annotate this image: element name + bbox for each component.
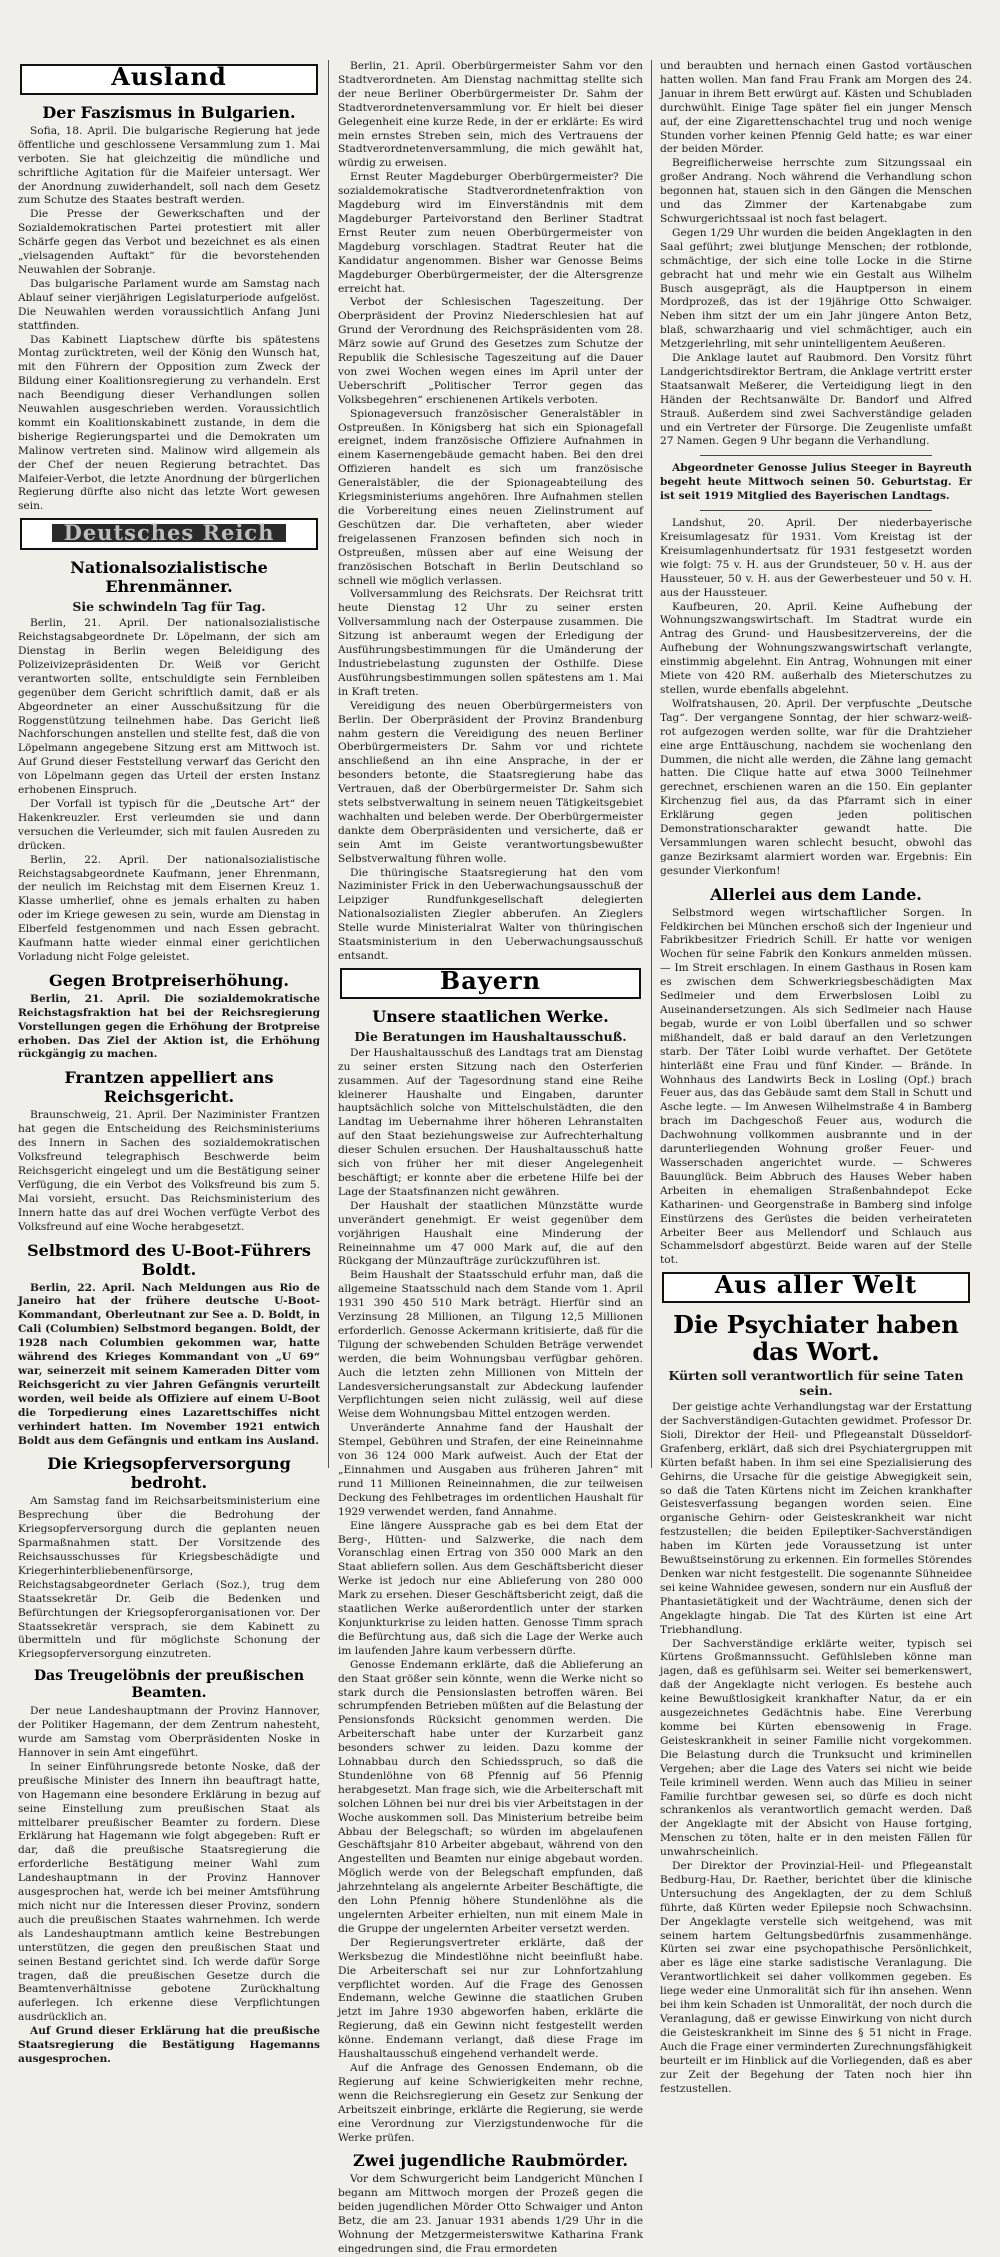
article-paragraph: Kaufbeuren, 20. April. Keine Aufhebung der Wohnungszwangswirtschaft. Im Stadtrat wurde ein Antrag des Grund- und Hausbesitzervereins, der die Aufhebung der Wohnungszwangswirtschaft verlangte, einstimmig abgelehnt. Ein Antrag, Wohnungen mit einer Miete von 420 RM. außerhalb des Mieterschutzes zu stellen, wurde ebenfalls abgelehnt.	[660, 600, 972, 696]
article-headline: Der Faszismus in Bulgarien.	[42, 102, 296, 122]
article-paragraph: Der Direktor der Provinzial-Heil- und Pflegeanstalt Bedburg-Hau, Dr. Raether, berichtet über die klinische Untersuchung des Angeklagten, der zu dem Schluß führte, daß Kürten weder Epilepsie noch Schwachsinn. Der Angeklagte verstelle sich weitgehend, was mit seinem hartem Geltungsbedürfnis zusammenhänge. Kürten sei zwar eine psychopathische Persönlichkeit, aber es läge eine starke sadistische Veranlagung. Die Verantwortlichkeit sei daher vollkommen gegeben. Es liege weder eine Unmoralität sich für ihn ansehen. Wenn bei ihm kein Schaden ist Unmoralität, der noch durch die Veranlagung, daß er gewisse Einwirkung von nicht durch die Geisteskrankheit im Sinne des § 51 nicht in Frage. Auch die Frage einer verminderten Zurechnungsfähigkeit beurteilt er im Hinblick auf die Vorliegenden, daß es aber zur Zeit der Begehung der Taten noch hier ihn festzustellen.	[660, 1860, 972, 2095]
article-paragraph: Vereidigung des neuen Oberbürgermeisters von Berlin. Der Oberpräsident der Provinz Brandenburg nahm gestern die Vereidigung des neuen Berliner Oberbürgermeisters Dr. Sahm vor und richtete anschließend an ihn eine Ansprache, in der er besonders betonte, die Staatsregierung habe das Vertrauen, daß der Oberbürgermeister Dr. Sahm sich stets selbstverwaltung in seinem neuen Tätigkeitsgebiet wachhalten und beleben werde. Der Oberbürgermeister dankte dem Oberpräsidenten und versicherte, daß er sein Amt im Geiste verantwortungsbewußter Selbstverwaltung führen wolle.	[338, 699, 643, 865]
section-header-deutsches-reich	[20, 518, 318, 550]
article-paragraph: Selbstmord wegen wirtschaftlicher Sorgen. In Feldkirchen bei München erschoß sich der Ingenieur und Fabrikbesitzer Friedrich Schill. Er hatte vor wenigen Wochen für seine Fabrik den Konkurs anmelden müssen. — Im Streit erschlagen. In einem Gasthaus in Rosen kam es zwischen dem Schwerkriegsbeschädigten Max Sedlmeier und dem Erwerbslosen Loibl zu Auseinandersetzungen. Als sich Sedlmeier nach Hause begab, wurde er von Loibl überfallen und so schwer mißhandelt, daß er bald darauf an den Verletzungen starb. Der Täter Loibl wurde verhaftet. Der Getötete hinterläßt eine Frau und fünf Kinder. — Brände. In Wohnhaus des Landwirts Beck in Losling (Opf.) brach Feuer aus, das das Gebäude samt dem Stall in Schutt und Asche legte. — Im Anwesen Wilhelmstraße 4 in Bamberg brach im Dachgeschoß Feuer aus, wodurch die Dachwohnung vollkommen ausbrannte und in der darunterliegenden Wohnung großer Feuer- und Wasserschaden angerichtet wurde. — Schweres Bauunglück. Beim Abbruch des Hauses Weber haben Arbeiten in ehemaligen Straßenbahndepot Ecke Katharinen- und Georgenstraße in Bamberg sind infolge Einstürzens des Gerüstes die beiden verheirateten Arbeiter Beer aus Mellendorf und Schlauch aus Schammelsdorf abgestürzt. Beide waren auf der Stelle tot.	[660, 906, 972, 1267]
article-paragraph: Berlin, 21. April. Die sozialdemokratische Reichstagsfraktion hat bei der Reichsregierung Vorstellungen gegen die Erhöhung der Brotpreise erhoben. Das Ziel der Aktion ist, die Erhöhung rückgängig zu machen.	[18, 992, 320, 1061]
article-paragraph: Der geistige achte Verhandlungstag war der Erstattung der Sachverständigen-Gutachten gewidmet. Professor Dr. Sioli, Direktor der Heil- und Pflegeanstalt Düsseldorf-Grafenberg, erklärt, daß sich drei Psychiatergruppen mit Kürten befaßt haben. In ihm sei eine Spezialisierung des Gehirns, die Ursache für die geistige Abwegigkeit sein, so daß die Taten Kürtens nicht im Zeichen krankhafter Geistesverfassung begangen worden seien. Eine organische Gehirn- oder Geisteskrankheit war nicht festzustellen; die beiden Epileptiker-Sachverständigen haben im Kürten jede Voraussetzung ist unter Bewußtseinstörung zu erkennen. Ein formelles Störendes Denken war nicht festgestellt. Die sogenannte Sühneidee sei keine Wahnidee gewesen, sondern nur ein Ausfluß der Phantasietätigkeit und der Wachträume, denen sich der Angeklagte hingab. Die Tat des Kürten ist eine Art Triebhandlung.	[660, 1401, 972, 1636]
article-paragraph: Vor dem Schwurgericht beim Landgericht München I begann am Mittwoch morgen der Prozeß gegen die beiden jugendlichen Mörder Otto Schwaiger und Anton Betz, die am 23. Januar 1931 abends 1/29 Uhr in die Wohnung der Metzgermeisterswitwe Katharina Frank eingedrungen sind, die Frau ermordeten	[338, 2173, 643, 2255]
section-header-bayern	[340, 965, 641, 999]
article-paragraph: Der neue Landeshauptmann der Provinz Hannover, der Politiker Hagemann, der dem Zentrum nahesteht, wurde am Samstag vom Oberpräsidenten Noske in Hannover in sein Amt eingeführt.	[18, 1705, 320, 1759]
section-title: Bayern	[439, 965, 542, 995]
separator-line	[700, 455, 932, 456]
article-headline: Zwei jugendliche Raubmörder.	[353, 2151, 628, 2171]
article-paragraph: Begreiflicherweise herrschte zum Sitzungssaal ein großer Andrang. Noch während die Verhandlung schon begonnen hat, stauen sich in den Gängen die Menschen und das Zimmer der Kartenabgabe zum Schwurgerichtssaal ist noch fast belagert.	[660, 157, 972, 225]
column-rule	[651, 60, 652, 1468]
article-headline: Die Kriegsopferversorgung bedroht.	[47, 1454, 291, 1493]
article-paragraph: Berlin, 21. April. Oberbürgermeister Sahm vor den Stadtverordneten. Am Dienstag nachmittag stellte sich der neue Berliner Oberbürgermeister Dr. Sahm der Stadtverordnetenversammlung vor. Er hielt bei dieser Gelegenheit eine kurze Rede, in der er erklärte: Es wird mein ernstes Streben sein, mich des Vertrauens der Stadtverordnetenversammlung, die mich gewählt hat, würdig zu erweisen.	[338, 60, 643, 170]
article-paragraph: Auf die Anfrage des Genossen Endemann, ob die Regierung auf keine Schwierigkeiten mehr rechne, wenn die Reichsregierung ein Gesetz zur Senkung der Arbeitszeit einbringe, erklärte die Regierung, sie werde eine Verordnung zur Vierzigstundenwoche für die Werke prüfen.	[338, 2061, 643, 2144]
article-paragraph: Wolfratshausen, 20. April. Der verpfuschte „Deutsche Tag“. Der vergangene Sonntag, der hier schwarz-weiß-rot aufgezogen werden sollte, war für die Drahtzieher eine arge Enttäuschung, nachdem sie wochenlang den Dummen, die nicht alle werden, die Zähne lang gemacht hatten. Die Clique hatte auf etwa 3000 Teilnehmer gerechnet, erschienen waren an die 150. Ein geplanter Kirchenzug fiel aus, da das Pfarramt sich in einer Erklärung gegen jeden politischen Demonstrationscharakter gewandt hatte. Die Versammlungen waren schlecht besucht, obwohl das ganze Bezirksamt alarmiert worden war. Ergebnis: Ein gesunder Vierkonfum!	[660, 697, 972, 877]
article-paragraph: Beim Haushalt der Staatsschuld erfuhr man, daß die allgemeine Staatsschuld nach dem Stande vom 1. April 1931 390 450 510 Mark beträgt. Hierfür sind an Verzinsung 28 Millionen, an Tilgung 12,5 Millionen erforderlich. Genosse Ackermann kritisierte, daß für die Tilgung der schwebenden Schulden Beträge verwendet werden, die beim Wohnungsbau verfügbar gehören. Auch die letzten zehn Millionen von Mitteln der Landesversicherungsanstalt zur Abdeckung laufender Verpflichtungen seien nicht zulässig, weil auf diese Weise dem Wohnungsbau Mittel entzogen werden.	[338, 1269, 643, 1421]
article-paragraph: und beraubten und hernach einen Gastod vortäuschen hatten wollen. Man fand Frau Frank am Morgen des 24. Januar in ihrem Bett erwürgt auf. Kästen und Schubladen durchwühlt. Einige Tage später fiel ein junger Mensch auf, der eine Zigarettenschachtel trug und noch wenige Stunden vorher keinen Pfennig Geld hatte; es war einer der beiden Mörder.	[660, 60, 972, 156]
article-subheadline: Kürten soll verantwortlich für seine Taten sein.	[668, 1368, 964, 1399]
section-header-aus-aller-welt	[662, 1272, 970, 1303]
article-paragraph: Berlin, 22. April. Der nationalsozialistische Reichstagsabgeordnete Kaufmann, jener Ehrenmann, der neulich im Reichstag mit dem Eisernen Kreuz 1. Klasse umherlief, ohne es jemals erhalten zu haben oder im Kriege gewesen zu sein, wurde am Dienstag in Elberfeld festgenommen und nach Essen gebracht. Kaufmann hatte wieder einmal einer gerichtlichen Vorladung nicht Folge geleistet.	[18, 853, 320, 963]
section-title: Ausland	[111, 62, 227, 91]
article-paragraph: Unveränderte Annahme fand der Haushalt der Stempel, Gebühren und Strafen, der eine Reineinnahme von 36 124 000 Mark aufweist. Auch der Etat der „Einnahmen und Ausgaben aus früheren Jahren“ mit rund 11 Millionen Reineinnahmen, die zur teilweisen Deckung des Fehlbetrages im ordentlichen Haushalt für 1929 verwendet werden, fand Annahme.	[338, 1422, 643, 1518]
article-headline: Selbstmord des U-Boot-Führers Boldt.	[27, 1240, 311, 1279]
article-paragraph: Genosse Endemann erklärte, daß die Ablieferung an den Staat größer sein könnte, wenn die Werke nicht so stark durch die Pensionslasten betroffen wären. Bei schrumpfenden Betrieben müßten auf die Belastung der Pensionsfonds Rücksicht genommen werden. Die Arbeiterschaft habe unter der Kurzarbeit ganz besonders schwer zu leiden. Dazu komme der Lohnabbau durch den Schiedsspruch, so daß die Stundenlöhne von 68 Pfennig auf 56 Pfennig herabgesetzt. Man frage sich, wie die Arbeiterschaft mit solchen Löhnen bei nur drei bis vier Arbeitstagen in der Woche auskommen soll. Das Ministerium betreibe beim Abbau der Belegschaft; so würden im abgelaufenen Geschäftsjahr 810 Arbeiter abgebaut, während von den Angestellten und Beamten nur einige abgebaut worden. Möglich werde von der Belegschaft empfunden, daß jahrzehntelang als angelernte Arbeiter Beschäftigte, die den Lohn Pfennig höhere Stundenlöhne als die ungelernten Arbeiter erhielten, nun mit einem Male in die Gruppe der ungelernten Arbeiter versetzt werden.	[338, 1658, 643, 1935]
column-right	[660, 60, 972, 2095]
article-paragraph: Das Kabinett Liaptschew dürfte bis spätestens Montag zurücktreten, weil der König den Wunsch hat, mit den Führern der Opposition zum Zweck der Bildung einer Koalitionsregierung zu verhandeln. Erst nach Beendigung dieser Verhandlungen sollen Neuwahlen ausgeschrieben werden. Voraussichtlich kommt ein Koalitionskabinett zustande, in dem die bisherige Regierungspartei und die Demokraten um Malinow vertreten sind. Malinow wird allgemein als der Chef der neuen Regierung betrachtet. Das Maifeier-Verbot, die letzte Anordnung der bürgerlichen Regierung dürfte also nicht das letzte Wort gewesen sein.	[18, 333, 320, 513]
article-paragraph: Der Vorfall ist typisch für die „Deutsche Art“ der Hakenkreuzler. Erst verleumden sie und dann versuchen die Verleumder, sich mit faulen Ausreden zu drücken.	[18, 797, 320, 852]
article-paragraph: Vollversammlung des Reichsrats. Der Reichsrat tritt heute Dienstag 12 Uhr zu seiner ersten Vollversammlung nach der Osterpause zusammen. Die Sitzung ist anberaumt wegen der Erledigung der Ausführungsbestimmungen für die Umänderung der Industriebelastung zugunsten der Osthilfe. Diese Ausführungsbestimmungen sollen spätestens am 1. Mai in Kraft treten.	[338, 588, 643, 698]
article-paragraph: Spionageversuch französischer Generalstäbler in Ostpreußen. In Königsberg hat sich ein Spionagefall ereignet, indem französische Offiziere Aufnahmen in einem Kasernengebäude gemacht haben. Bei den drei Offizieren handelt es sich um französische Generalstäbler, die der Spionageabteilung des Kriegsministeriums angehören. Ihre Aufnahmen stellen die Vorbereitung eines neuen Zielinstrument auf Geschützen dar. Die verhafteten, aber wieder freigelassenen Franzosen befinden sich noch in Ostpreußen, müssen aber auf eine Weisung der französischen Botschaft in Berlin Deutschland so schnell wie möglich verlassen.	[338, 407, 643, 587]
section-title: Aus aller Welt	[714, 1270, 918, 1300]
article-paragraph: Berlin, 22. April. Nach Meldungen aus Rio de Janeiro hat der frühere deutsche U-Boot-Kommandant, Oberleutnant zur See a. D. Boldt, in Cali (Columbien) Selbstmord begangen. Boldt, der 1928 nach Columbien gekommen war, hatte während des Krieges Kommandant von „U 69“ war, seinerzeit mit seinem Kameraden Ditter vom Reichsgericht zu vier Jahren Gefängnis verurteilt worden, weil beide als Offiziere auf einem U-Boot die Torpedierung eines Lazarettschiffes nicht verhindert hatten. Im November 1921 entwich Boldt aus dem Gefängnis und entkam ins Ausland.	[18, 1281, 320, 1447]
article-paragraph: Der Haushaltausschuß des Landtags trat am Dienstag zu seiner ersten Sitzung nach den Osterferien zusammen. Auf der Tagesordnung stand eine Reihe kleinerer Haushalte und Eingaben, darunter hauptsächlich solche von Mittelschulstädten, die den Landtag im Uebernahme ihrer höheren Lehranstalten auf den Staat beziehungsweise zur Aufrechterhaltung dieser Schulen ersuchen. Der Haushaltausschuß hatte sich von früher her mit dieser Angelegenheit beschäftigt; er konnte aber die erbetene Hilfe bei der Lage der Staatsfinanzen nicht gewähren.	[338, 1046, 643, 1198]
article-paragraph: Berlin, 21. April. Der nationalsozialistische Reichstagsabgeordnete Dr. Löpelmann, der sich am Dienstag in Berlin wegen Beleidigung des Polizeivizepräsidenten Dr. Weiß vor Gericht verantworten sollte, entschuldigte sein Fernbleiben gegenüber dem Gericht schriftlich damit, daß er als Abgeordneter an einer Ausschußsitzung für die Roggenstützung teilnehmen habe. Das Gericht ließ Nachforschungen anstellen und stellte fest, daß die von Löpelmann angegebene Sitzung erst am Mittwoch ist. Auf Grund dieser Feststellung verwarf das Gericht den von Löpelmann gegen das Urteil der ersten Instanz erhobenen Einspruch.	[18, 617, 320, 797]
article-paragraph: Der Sachverständige erklärte weiter, typisch sei Kürtens Großmannssucht. Gefühlsleben könne man jagen, daß es gefühlsarm sei. Weiter sei bemerkenswert, daß der Angeklagte nicht verlogen. Es bestehe auch keine Bewußtlosigkeit krankhafter Natur, da er ein ausgezeichnetes Gedächtnis habe. Eine Vererbung komme bei Kürten ebensowenig in Frage. Geisteskrankheit in seiner Familie nicht vorgekommen. Die Belastung durch die Trunksucht und kriminellen Vergehen; aber die Lage des Vaters sei nicht wie beide Teile kriminell werden. Wenn auch das Milieu in seiner Familie furchtbar gewesen sei, so dürfe es doch nicht schrankenlos als verantwortlich gemacht werden. Daß der Angeklagte mit der Absicht von Hause fortging, Menschen zu töten, halte er in den meisten Fällen für unwahrscheinlich.	[660, 1637, 972, 1859]
article-paragraph: Eine längere Aussprache gab es bei dem Etat der Berg-, Hütten- und Salzwerke, die nach dem Voranschlag einen Ertrag von 350 000 Mark an den Staat abliefern sollen. Aus dem Geschäftsbericht dieser Werke ist jedoch nur eine Ablieferung von 280 000 Mark zu ersehen. Dieser Geschäftsbericht zeigt, daß die staatlichen Werke außerordentlich unter der starken Konjunkturkrise zu leiden hatten. Genosse Timm sprach die Befürchtung aus, daß sich die Lage der Werke auch im laufenden Jahre kaum verbessern dürfte.	[338, 1519, 643, 1657]
article-paragraph: Der Haushalt der staatlichen Münzstätte wurde unverändert genehmigt. Er weist gegenüber dem vorjährigen Haushalt eine Minderung der Reineinnahme um 47 000 Mark auf, die auf den Rückgang der Münzaufträge zurückzuführen ist.	[338, 1199, 643, 1268]
article-paragraph: Gegen 1/29 Uhr wurden die beiden Angeklagten in den Saal geführt; zwei blutjunge Menschen; der rotblonde, schmächtige, der sich eine tolle Locke in die Stirne gebracht hat und mehr wie ein Gestalt aus Wilhelm Busch ausgeprägt, als die Hauptperson in einem Mordprozeß, das ist der 19jährige Otto Schwaiger. Neben ihm sitzt der um ein Jahr jüngere Anton Betz, blaß, schwarzhaarig und viel schmächtiger, auch ein Metzgerlehrling, mit sehr unintelligentem Aeußeren.	[660, 226, 972, 351]
separator-line	[700, 510, 932, 511]
article-headline: Gegen Brotpreiserhöhung.	[49, 970, 289, 990]
article-paragraph: Abgeordneter Genosse Julius Steeger in Bayreuth begeht heute Mittwoch seinen 50. Geburtstag. Er ist seit 1919 Mitglied des Bayerischen Landtags.	[660, 462, 972, 503]
article-paragraph: Ernst Reuter Magdeburger Oberbürgermeister? Die sozialdemokratische Stadtverordnetenfraktion von Magdeburg wird im Einverständnis mit dem Magdeburger Parteivorstand den Berliner Stadtrat Ernst Reuter zum neuen Oberbürgermeister von Magdeburg vorschlagen. Stadtrat Reuter hat die Kandidatur angenommen. Bisher war Genosse Beims Magdeburger Oberbürgermeister, der die Altersgrenze erreicht hat.	[338, 171, 643, 295]
column-rule	[328, 60, 329, 1468]
article-paragraph: Die Presse der Gewerkschaften und der Sozialdemokratischen Partei protestiert mit aller Schärfe gegen das Verbot und bezeichnet es als einen „vielsagenden Auftakt“ für die bevorstehenden Neuwahlen der Sobranje.	[18, 208, 320, 276]
article-headline: Allerlei aus dem Lande.	[710, 884, 922, 904]
article-paragraph: Die thüringische Staatsregierung hat den vom Naziminister Frick in den Ueberwachungsausschuß der Leipziger Rundfunkgesellschaft delegierten Nationalsozialisten Ziegler abberufen. An Zieglers Stelle wurde Ministerialrat Walter von thüringischen Staatsministerium in den Ueberwachungsausschuß entsandt.	[338, 866, 643, 962]
article-headline: Unsere staatlichen Werke.	[372, 1006, 609, 1026]
article-headline: Das Treugelöbnis der preußischen Beamten.	[33, 1668, 305, 1702]
article-paragraph: Braunschweig, 21. April. Der Naziminister Frantzen hat gegen die Entscheidung des Reichsministeriums des Innern in Sachen des sozialdemokratischen Volksfreund telegraphisch Beschwerde beim Reichsgericht eingelegt und um die Bestätigung seiner Verfügung, die ein Verbot des Volksfreund bis zum 5. Mai vorsieht, ersucht. Das Reichsministerium des Innern hatte das auf drei Wochen verfügte Verbot des Volksfreund auf eine Woche herabgesetzt.	[18, 1109, 320, 1233]
article-headline: Frantzen appelliert ans Reichsgericht.	[64, 1068, 274, 1107]
article-paragraph: Sofia, 18. April. Die bulgarische Regierung hat jede öffentliche und geschlossene Versammlung zum 1. Mai verboten. Sie hat gleichzeitig die mündliche und schriftliche Agitation für die Maifeier untersagt. Wer der Anordnung zuwiderhandelt, soll nach dem Gesetz zum Schutze des Staates bestraft werden.	[18, 124, 320, 207]
column-left	[18, 60, 320, 2065]
section-title: Deutsches Reich	[52, 524, 287, 542]
article-paragraph: Das bulgarische Parlament wurde am Samstag nach Ablauf seiner vierjährigen Legislaturperiode aufgelöst. Die Neuwahlen werden voraussichtlich Anfang Juni stattfinden.	[18, 277, 320, 332]
article-paragraph: Am Samstag fand im Reichsarbeitsministerium eine Besprechung über die Bedrohung der Kriegsopferversorgung durch die geplanten neuen Sparmaßnahmen statt. Der Vorsitzende des Reichsausschusses für Kriegsbeschädigte und Kriegerhinterbliebenenfürsorge, Reichstagsabgeordneter Gerlach (Soz.), trug dem Staatssekretär Dr. Geib die Bedenken und Befürchtungen der Kriegsopferorganisationen vor. Der Staatssekretär versprach, sie dem Kabinett zu übermitteln und für möglichste Schonung der Kriegsopferversorgung einzutreten.	[18, 1495, 320, 1661]
article-paragraph: Verbot der Schlesischen Tageszeitung. Der Oberpräsident der Provinz Niederschlesien hat auf Grund der Verordnung des Reichspräsidenten vom 28. März sowie auf Grund des Gesetzes zum Schutze der Republik die Schlesische Tageszeitung auf die Dauer von zwei Wochen wegen eines im April unter der Ueberschrift „Politischer Terror gegen das Volksbegehren“ erschienenen Artikels verboten.	[338, 296, 643, 406]
section-header-ausland	[20, 64, 318, 95]
article-headline: Nationalsozialistische Ehrenmänner.	[70, 558, 268, 597]
article-headline: Die Psychiater haben das Wort.	[673, 1310, 959, 1367]
column-middle	[338, 60, 643, 2255]
article-paragraph: Landshut, 20. April. Der niederbayerische Kreisumlagesatz für 1931. Vom Kreistag ist der Kreisumlagenhundertsatz für 1931 festgesetzt worden wie folgt: 75 v. H. aus der Grundsteuer, 50 v. H. aus der Haussteuer, 50 v. H. aus der Gewerbesteuer und 50 v. H. aus der Haussteuer.	[660, 517, 972, 599]
article-subheadline: Sie schwindeln Tag für Tag.	[72, 599, 266, 615]
article-paragraph: Die Anklage lautet auf Raubmord. Den Vorsitz führt Landgerichtsdirektor Bertram, die Anklage vertritt erster Staatsanwalt Meßerer, die Verteidigung liegt in den Händen der Rechtsanwälte Dr. Bandorf und Alfred Strauß. Außerdem sind zwei Sachverständige geladen und ein Vertreter der Fürsorge. Die Zeugenliste umfaßt 27 Namen. Gegen 9 Uhr begann die Verhandlung.	[660, 352, 972, 448]
article-paragraph: Auf Grund dieser Erklärung hat die preußische Staatsregierung die Bestätigung Hagemanns ausgesprochen.	[18, 2025, 320, 2065]
article-subheadline: Die Beratungen im Haushaltausschuß.	[354, 1028, 627, 1044]
article-paragraph: In seiner Einführungsrede betonte Noske, daß der preußische Minister des Innern ihn beauftragt hatte, von Hagemann eine besondere Erklärung in bezug auf seine Einstellung zum preußischen Staat als mittelbarer preußischer Beamter zu fordern. Diese Erklärung hat Hagemann wie folgt abgegeben: Ruft er dar, daß die preußische Staatsregierung die erforderliche Bestätigung meiner Wahl zum Landeshauptmann in der Provinz Hannover ausgesprochen hat, werde ich bei meiner Amtsführung mich nicht nur die Interessen dieser Provinz, sondern auch die preußischen Staates wahrnehmen. Ich werde als Landeshauptmann amtlich keine Bestrebungen unterstützen, die gegen den preußischen Staat und seinen Bestand gerichtet sind. Ich werde dafür Sorge tragen, daß die preußischen Gesetze durch die Beamtenverhältnisse gebotene Zurückhaltung auferlegen. Ich erkenne diese Verpflichtungen ausdrücklich an.	[18, 1760, 320, 2024]
article-paragraph: Der Regierungsvertreter erklärte, daß der Werksbezug die Mindestlöhne nicht beeinflußt habe. Die Arbeiterschaft sei nur zur Lohnfortzahlung verpflichtet worden. Auf die Frage des Genossen Endemann, welche Gewinne die staatlichen Gruben jetzt im Jahre 1930 abgeworfen haben, erklärte die Regierung, daß ein Gewinn nicht festgestellt werden könne. Endemann verlangt, daß diese Frage im Haushaltausschuß eingehend verhandelt werde.	[338, 1936, 643, 2061]
